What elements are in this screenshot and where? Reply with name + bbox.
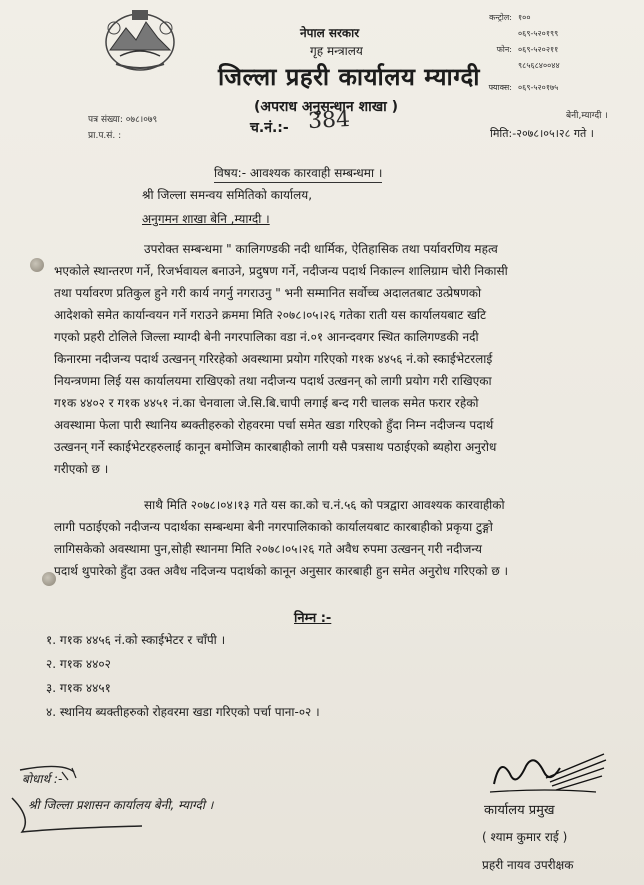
body-line: भएकोले स्थान्तरण गर्ने, रिजर्भवायल बनाउने, प्रदुषण गर्ने, नदीजन्य पदार्थ निकाल्न शालिग्राम चोरी निकासी (54, 264, 508, 278)
body-line: गरीएको छ । (54, 462, 109, 476)
cc-label: बोधार्थ :- (22, 772, 63, 786)
cc-recipient: श्री जिल्ला प्रशासन कार्यालय बेनी, म्याग्दी । (28, 798, 214, 812)
body-line: गएको प्रहरी टोलिले जिल्ला म्याग्दी बेनी नगरपालिका वडा नं.०१ आनन्दवगर स्थित कालिगण्डकी नदी (54, 330, 479, 344)
nepal-emblem-icon (96, 6, 184, 76)
chalani-label: च.नं.:- (250, 120, 289, 136)
chalani-number: 384 (307, 106, 351, 135)
signatory-role: कार्यालय प्रमुख (484, 803, 555, 818)
contact-row (468, 28, 558, 39)
patra-sankhya (88, 112, 157, 125)
list-heading: निम्न :- (294, 611, 332, 626)
contact-row (468, 82, 558, 93)
contact-value: ०६९-५२०१७५ (518, 83, 559, 92)
list-item: ४. स्थानिय ब्यक्तीहरुको रोहवरमा खडा गरिएको पर्चा पाना-०२ । (46, 705, 320, 719)
signature-icon (486, 748, 610, 796)
patra-value: ०७८।०७९ (125, 115, 158, 125)
contact-value: ९८५६८४००४४ (518, 61, 560, 70)
body-line: लागी पठाईएको नदीजन्य पदार्थका सम्बन्धमा बेनी नगरपालिकाको कार्यालयबाट कारबाहीको प्रकृया टुङ्गो (54, 520, 493, 534)
body-line: पदार्थ थुपारेको हुँदा उक्त अवैध नदिजन्य पदार्थको कानून अनुसार कारबाही हुन समेत अनुरोध गरिएको छ । (54, 564, 509, 578)
addressee-line1: श्री जिल्ला समन्वय समितिको कार्यालय, (142, 188, 313, 202)
header-office: जिल्ला प्रहरी कार्यालय म्याग्दी (218, 63, 480, 91)
addressee-line2: अनुगमन शाखा बेनि ,म्याग्दी । (142, 212, 270, 226)
contact-value: ०६९-५२०१९९ (518, 29, 559, 38)
body-line: ग१क ४४०२ र ग१क ४४५१ नं.का चेनवाला जे.सि.बि.चापी लगाई बन्द गरी चालक समेत फरार रहेको (54, 396, 479, 410)
body-line: उत्खनन् गर्ने स्काईभेटरहरुलाई कानून बमोजिम कारबाहीको लागी यसै पत्रसाथ पठाईएको ब्यहोरा अनुरोध (54, 440, 497, 454)
contact-row (468, 12, 530, 23)
body-line: उपरोक्त सम्बन्धमा " कालिगण्डकी नदी धार्मिक, ऐतिहासिक तथा पर्यावरणिय महत्व (144, 242, 498, 256)
pra-pa-sankhya: प्रा.प.सं. : (88, 131, 122, 141)
contact-label: फ्याक्स: (488, 83, 512, 92)
list-item: ३. ग१क ४४५१ (46, 681, 111, 695)
contact-row (468, 44, 558, 55)
list-item: २. ग१क ४४०२ (46, 657, 111, 671)
header-branch: (अपराध अनुसन्धान शाखा ) (254, 99, 399, 115)
patra-label: पत्र संख्या: (88, 115, 123, 125)
body-line: नियन्त्रणमा लिई यस कार्यालयमा राखिएको तथा नदीजन्य पदार्थ उत्खनन् को लागी प्रयोग गरी राखिएका (54, 374, 492, 388)
item-list (46, 628, 320, 724)
contact-value: १०० (518, 13, 531, 22)
subject-line: विषय:- आवश्यक कारवाही सम्बन्धमा । (214, 164, 382, 183)
signatory-rank: प्रहरी नायव उपरीक्षक (482, 858, 574, 872)
contact-value: ०६९-५२०२११ (518, 45, 559, 54)
body-line: लागिसकेको अवस्थामा पुन,सोही स्थानमा मिति २०७८।०५।२६ गते अवैध रुपमा उत्खनन् गरी नदीजन्य (54, 542, 482, 556)
header-government: नेपाल सरकार (300, 26, 360, 40)
contact-label: फोन: (496, 45, 512, 54)
signatory-name: ( श्याम कुमार राई ) (482, 830, 568, 844)
body-line: आदेशको समेत कार्यान्वयन गर्ने गराउने क्रममा मिति २०७८।०५।२६ गतेका राती यस कार्यालयबाट खटि (54, 308, 487, 322)
list-item: १. ग१क ४४५६ नं.को स्काईभेटर र चाँपी । (46, 633, 226, 647)
body-line: अवस्थामा फेला पारी स्थानिय ब्यक्तीहरुको रोहवरमा पर्चा समेत खडा गरिएको हुँदा निम्न नदीजन्य पदार्थ (54, 418, 494, 432)
body-line: किनारमा नदीजन्य पदार्थ उत्खनन् गरिरहेको अवस्थामा प्रयोग गरिएको ग१क ४४५६ नं.को स्काईभेटरलाई (54, 352, 493, 366)
body-line: तथा पर्यावरण प्रतिकुल हुने गरी कार्य नगर्नु नगराउनु " भनी सम्मानित सर्वोच्च अदालतबाट उत्प्रेषणको (54, 286, 482, 300)
body-paragraph-1 (54, 238, 624, 480)
letter-date: मिति:-२०७८।०५।२८ गते । (490, 127, 594, 140)
body-line: साथै मिति २०७८।०४।१३ गते यस का.को च.नं.५६ को पत्रद्वारा आवश्यक कारवाहीको (144, 498, 505, 512)
contact-label: कन्ट्रोल: (489, 13, 512, 22)
body-paragraph-2 (54, 494, 624, 582)
location: बेनी,म्याग्दी । (566, 111, 608, 121)
punch-hole (30, 258, 44, 272)
contact-row (468, 60, 560, 71)
header-ministry: गृह मन्त्रालय (310, 44, 363, 58)
